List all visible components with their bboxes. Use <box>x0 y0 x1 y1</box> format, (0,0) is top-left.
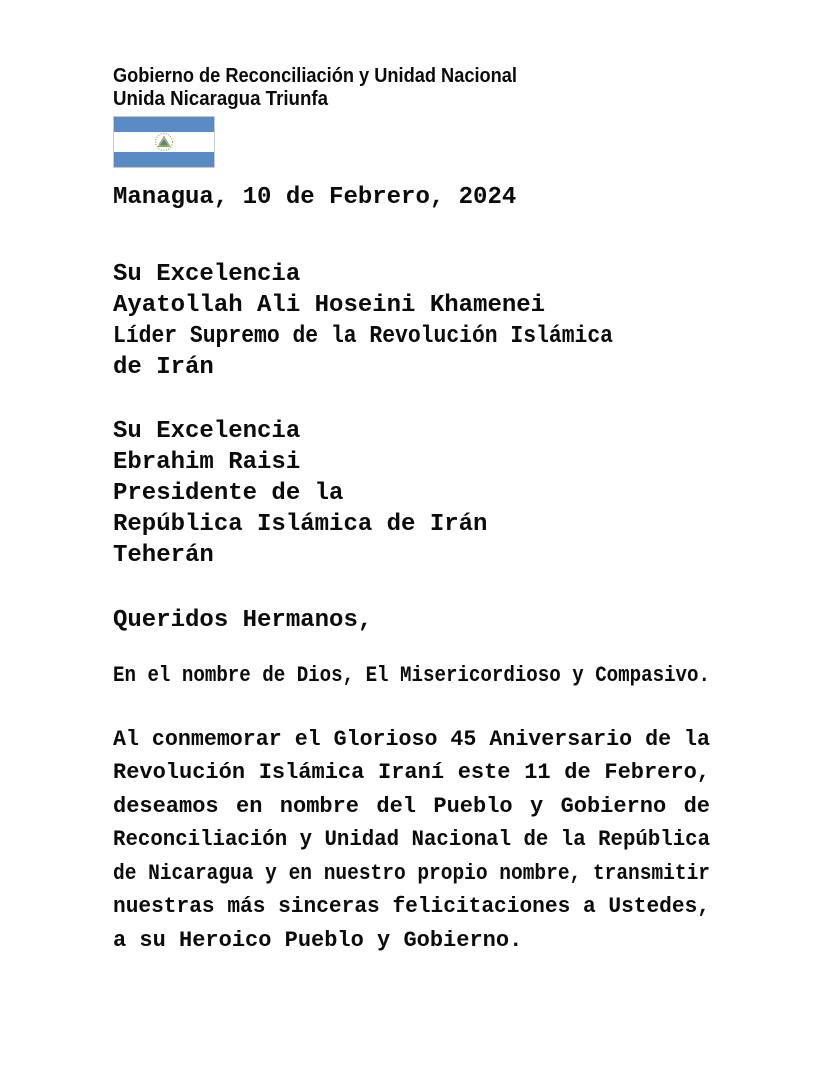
recipient-text: Ayatollah Ali Hoseini Khamenei <box>113 292 546 319</box>
nicaragua-flag-icon <box>113 116 215 168</box>
recipient-line <box>113 321 675 352</box>
letterhead-line-2 <box>113 88 556 111</box>
recipient-text: República Islámica de Irán <box>113 511 488 538</box>
recipient-text: Su Excelencia <box>113 418 301 445</box>
body-line <box>113 857 710 890</box>
recipient-line <box>113 447 487 478</box>
recipient-text: de Irán <box>113 354 214 381</box>
recipient-text: Su Excelencia <box>113 261 301 288</box>
body-text: nuestras más sinceras felicitaciones a Ustedes, <box>113 894 710 920</box>
recipient-line <box>113 259 675 290</box>
body-paragraph <box>113 723 710 957</box>
date-line <box>113 182 516 213</box>
date-text-line <box>113 182 516 213</box>
recipient-line <box>113 540 487 571</box>
recipient-block-khamenei <box>113 259 675 383</box>
salutation-text: Queridos Hermanos, <box>113 607 373 634</box>
body-line <box>113 790 710 823</box>
recipient-text: Presidente de la <box>113 480 344 507</box>
body-text: a su Heroico Pueblo y Gobierno. <box>113 927 523 953</box>
body-line <box>113 890 710 923</box>
salutation <box>113 605 372 636</box>
letterhead <box>113 65 556 111</box>
invocation <box>113 660 710 691</box>
salutation-line <box>113 605 372 636</box>
letterhead-text-2: Unida Nicaragua Triunfa <box>113 88 328 110</box>
recipient-line <box>113 352 675 383</box>
body-text: Revolución Islámica Iraní este 11 de Febrero, <box>113 760 710 786</box>
date-text: Managua, 10 de Febrero, 2024 <box>113 184 517 211</box>
body-text: Reconciliación y Unidad Nacional de la República <box>113 827 710 853</box>
body-text: Al conmemorar el Glorioso 45 Aniversario de la <box>113 727 710 752</box>
body-line <box>113 723 710 756</box>
invocation-line <box>113 660 710 691</box>
body-line <box>113 823 710 856</box>
body-line <box>113 756 710 789</box>
letterhead-text-1: Gobierno de Reconciliación y Unidad Nacional <box>113 65 517 87</box>
recipient-block-raisi <box>113 416 487 571</box>
recipient-line <box>113 478 487 509</box>
nicaragua-flag-svg <box>113 116 215 168</box>
letterhead-line-1 <box>113 65 556 88</box>
body-line <box>113 924 710 957</box>
recipient-line <box>113 416 487 447</box>
recipient-line <box>113 290 675 321</box>
recipient-text: Teherán <box>113 542 214 569</box>
body-text: deseamos en nombre del Pueblo y Gobierno de <box>113 793 710 819</box>
recipient-line <box>113 509 487 540</box>
body-text: de Nicaragua y en nuestro propio nombre, transmitir <box>113 860 710 886</box>
recipient-text: Líder Supremo de la Revolución Islámica <box>113 323 613 350</box>
recipient-text: Ebrahim Raisi <box>113 449 301 476</box>
invocation-text: En el nombre de Dios, El Misericordioso y Compasivo. <box>113 663 710 688</box>
